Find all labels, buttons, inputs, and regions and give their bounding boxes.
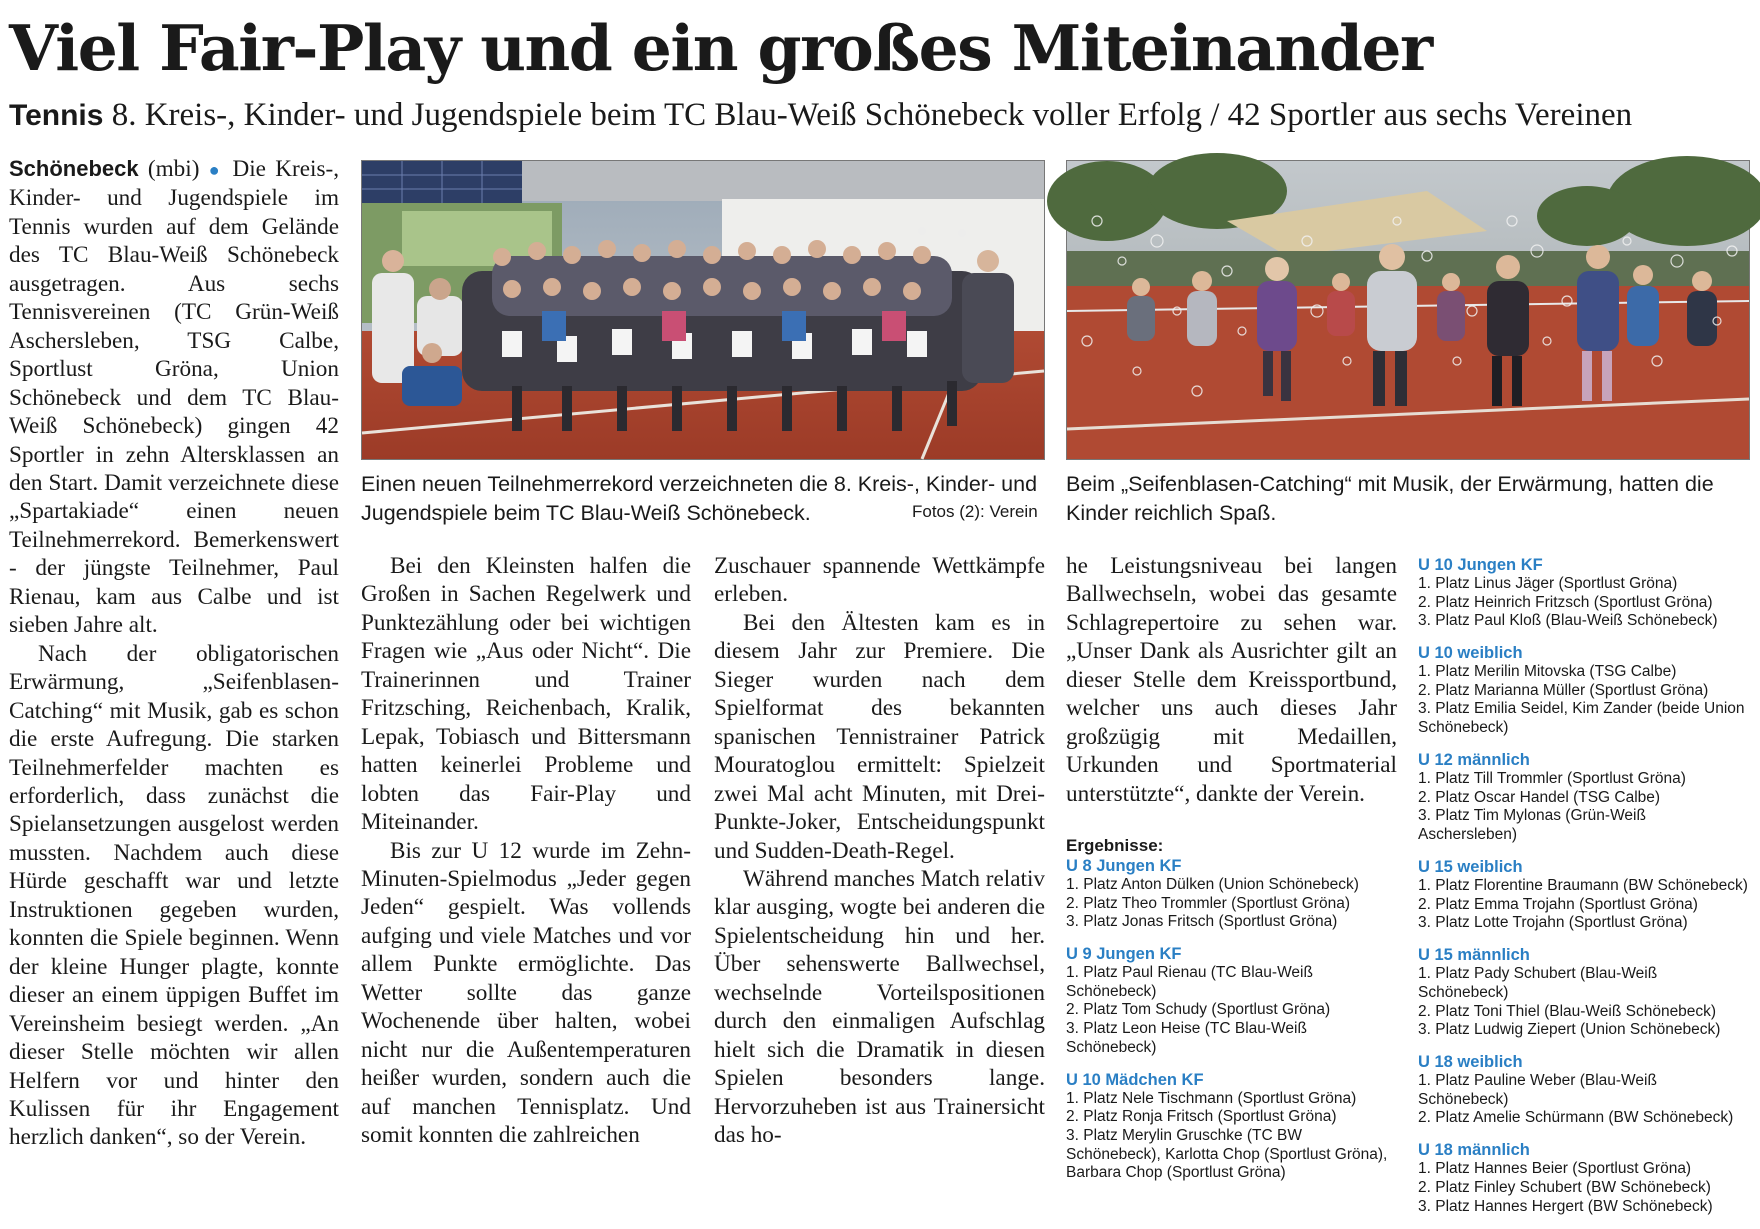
bubbles-photo-illustration [1067,161,1749,459]
results-group-heading: U 8 Jungen KF [1066,857,1182,875]
results-entry: 1. Platz Pauline Weber (Blau-Weiß Schönebeck) [1418,1072,1657,1108]
results-group [1418,750,1748,844]
results-entry: 1. Platz Anton Dülken (Union Schönebeck) [1066,876,1359,893]
article-column-4 [1066,552,1397,808]
results-group [1418,945,1748,1039]
results-entry: 2. Platz Toni Thiel (Blau-Weiß Schönebeck) [1418,1002,1717,1020]
results-entry: 3. Platz Lotte Trojahn (Sportlust Gröna) [1418,914,1688,932]
results-entry: 3. Platz Hannes Hergert (BW Schönebeck) [1418,1197,1713,1215]
results-group [1066,1070,1396,1183]
results-entry: 3. Platz Emilia Seidel, Kim Zander (beide Union Schönebeck) [1418,700,1745,737]
results-entry: 1. Platz Pady Schubert (Blau-Weiß Schönebeck) [1418,965,1658,1001]
photo-caption-2: Beim „Seifenblasen-Catching“ mit Musik, der Erwärmung, hatten die Kinder reichlich Spaß. [1066,472,1714,525]
results-entry: 2. Platz Marianna Müller (Sportlust Gröna) [1418,681,1709,699]
group-photo [361,160,1045,460]
results-entry: 2. Platz Amelie Schürmann (BW Schönebeck) [1418,1109,1734,1127]
results-entry: 3. Platz Jonas Fritsch (Sportlust Gröna) [1066,913,1338,931]
results-group-heading: U 10 Mädchen KF [1066,1070,1204,1089]
results-entry: 2. Platz Emma Trojahn (Sportlust Gröna) [1418,895,1698,913]
results-entry: 1. Platz Linus Jäger (Sportlust Gröna) [1418,575,1678,592]
results-entry: 2. Platz Heinrich Fritzsch (Sportlust Gröna) [1418,593,1713,611]
results-entry: 1. Platz Merilin Mitovska (TSG Calbe) [1418,663,1677,681]
results-entry: 1. Platz Hannes Beier (Sportlust Gröna) [1418,1160,1692,1178]
results-title: Ergebnisse: [1066,836,1164,855]
article-paragraph: Bis zur U 12 wurde im Zehn-Minuten-Spielmodus „Jeder gegen Jeden“ gespielt. Was vollends aufging und viele Matches und vor allem Punkte ermöglichte. Das Wetter sollte das ganze Wochenende über halten, wobei nicht nur die Außentemperaturen heißer wurden, sondern auch die auf manchen Tennisplatz. Und somit konnten die zahlreichen [361,837,691,1149]
results-group [1418,857,1748,933]
results-entry: 1. Platz Till Trommler (Sportlust Gröna) [1418,770,1686,788]
paragraph-text: Die Kreis-, Kinder- und Jugendspiele im Tennis wurden auf dem Gelände des TC Blau-Weiß Schönebeck ausgetragen. Aus sechs Tennisvereinen (TC Grün-Weiß Aschersleben, TSG Calbe, Sportlust Gröna, Union Schönebeck und dem TC Blau-Weiß Schönebeck) gingen 42 Sportler in zehn Altersklassen an den Start. Damit verzeichnete diese „Spartakiade“ einen neuen Teilnehmerrekord. Bemerkenswert - der jüngste Teilnehmer, Paul Rienau, kam aus Calbe und ist sieben Jahre alt. [9,156,339,639]
results-group [1066,944,1396,1057]
results-group-heading: U 10 weiblich [1418,644,1523,663]
results-entry: 2. Platz Finley Schubert (BW Schönebeck) [1418,1179,1711,1197]
results-entry: 1. Platz Nele Tischmann (Sportlust Gröna) [1066,1089,1357,1107]
results-group-heading: U 15 weiblich [1418,858,1523,877]
results-entry: 2. Platz Ronja Fritsch (Sportlust Gröna) [1066,1108,1337,1126]
article-column-2 [361,552,691,1150]
results-entry: 1. Platz Paul Rienau (TC Blau-Weiß Schönebeck) [1066,964,1313,1000]
results-entry: 3. Platz Ludwig Ziepert (Union Schönebeck) [1418,1021,1721,1039]
results-box-left [1066,836,1396,1195]
results-group-heading: U 10 Jungen KF [1418,556,1543,574]
results-group [1418,1140,1748,1216]
results-entry: 3. Platz Paul Kloß (Blau-Weiß Schönebeck) [1418,612,1718,630]
results-entry: 3. Platz Tim Mylonas (Grün-Weiß Aschersleben) [1418,807,1646,843]
group-photo-illustration [362,161,1044,459]
results-entry: 2. Platz Oscar Handel (TSG Calbe) [1418,788,1661,806]
results-group [1418,643,1748,737]
author-tag: (mbi) [138,156,209,182]
results-entry: 2. Platz Theo Trommler (Sportlust Gröna) [1066,894,1350,912]
section-kicker: Tennis [9,99,104,132]
results-group-heading: U 9 Jungen KF [1066,945,1182,964]
results-group-heading: U 18 weiblich [1418,1053,1523,1072]
article-paragraph: he Leistungsniveau bei langen Ballwechseln, wobei das gesamte Schlagrepertoire zu sehen war. „Unser Dank als Ausrichter gilt an dieser Stelle dem Kreissportbund, welcher uns auch dieses Jahr großzügig mit Medaillen, Urkunden und Sportmaterial unterstützte“, dankte der Verein. [1066,553,1397,807]
article-paragraph: Nach der obligatorischen Erwärmung, „Seifenblasen-Catching“ mit Musik, gab es schon die erste Aufregung. Die starken Teilnehmerfelder machten es erforderlich, dass zunächst die Spielansetzungen ausgelost werden mussten. Nachdem auch diese Hürde geschafft war und letzte Instruktionen gegeben wurden, konnten die Spiele beginnen. Wenn der kleine Hunger plagte, konnte dieser an einem üppigen Buffet im Vereinsheim besiegt werden. „An dieser Stelle möchten wir allen Helfern vor und hinter den Kulissen für ihr Engagement herzlich danken“, so der Verein. [9,640,339,1151]
results-group-heading: U 12 männlich [1418,751,1530,770]
article-paragraph: Bei den Ältesten kam es in diesem Jahr zur Premiere. Die Sieger wurden nach dem Spielformat des bekannten spanischen Tennistrainer Patrick Mouratoglou ermittelt: Spielzeit zwei Mal acht Minuten, mit Drei-Punkte-Joker, Entscheidungspunkt und Sudden-Death-Regel. [714,609,1045,864]
photo-credit: Fotos (2): Verein [912,502,1038,521]
subheadline [9,94,1749,137]
results-entry: 1. Platz Florentine Braumann (BW Schönebeck) [1418,877,1748,895]
results-group [1418,555,1748,631]
results-group-heading: U 18 männlich [1418,1141,1530,1160]
article-column-3 [714,552,1045,1150]
bubbles-photo [1066,160,1750,460]
results-entry: 3. Platz Merylin Gruschke (TC BW Schönebeck), Karlotta Chop (Sportlust Gröna), Barbara Chop (Sportlust Gröna) [1066,1126,1388,1182]
subheadline-text: 8. Kreis-, Kinder- und Jugendspiele beim TC Blau-Weiß Schönebeck voller Erfolg / 42 Sportler aus sechs Vereinen [103,97,1633,133]
headline: Viel Fair-Play und ein großes Miteinander [9,11,1432,85]
results-entry: 3. Platz Leon Heise (TC Blau-Weiß Schönebeck) [1066,1020,1307,1056]
bullet-icon: ● [208,160,224,180]
article-paragraph [9,155,339,640]
results-group [1418,1052,1748,1128]
results-entry: 2. Platz Tom Schudy (Sportlust Gröna) [1066,1001,1331,1019]
results-box-right [1418,555,1748,1229]
article-paragraph: Zuschauer spannende Wettkämpfe erleben. [714,553,1045,608]
article-paragraph: Bei den Kleinsten halfen die Großen in Sachen Regelwerk und Punktezählung oder bei wichtigen Fragen wie „Aus oder Nicht“. Die Trainerinnen und Trainer Fritzsching, Reichenbach, Kralik, Lepak, Tobiasch und Bittersmann hatten keinerlei Probleme und lobten das Fair-Play und Miteinander. [361,553,691,836]
dateline: Schönebeck [9,156,139,181]
article-column-1 [9,155,339,1152]
results-group-heading: U 15 männlich [1418,946,1530,965]
photo-caption-1: Einen neuen Teilnehmerrekord verzeichneten die 8. Kreis-, Kinder- und Jugendspiele beim TC Blau-Weiß Schönebeck. [361,472,1038,525]
results-group [1066,856,1396,932]
article-paragraph: Während manches Match relativ klar ausging, wogte bei anderen die Spielentscheidung hin und her. Über sehenswerte Ballwechsel, wechselnde Vorteilspositionen durch den einmaligen Aufschlag hielt sich die Dramatik in diesen Spielen besonders lange. Hervorzuheben ist aus Trainersicht das ho- [714,865,1045,1149]
